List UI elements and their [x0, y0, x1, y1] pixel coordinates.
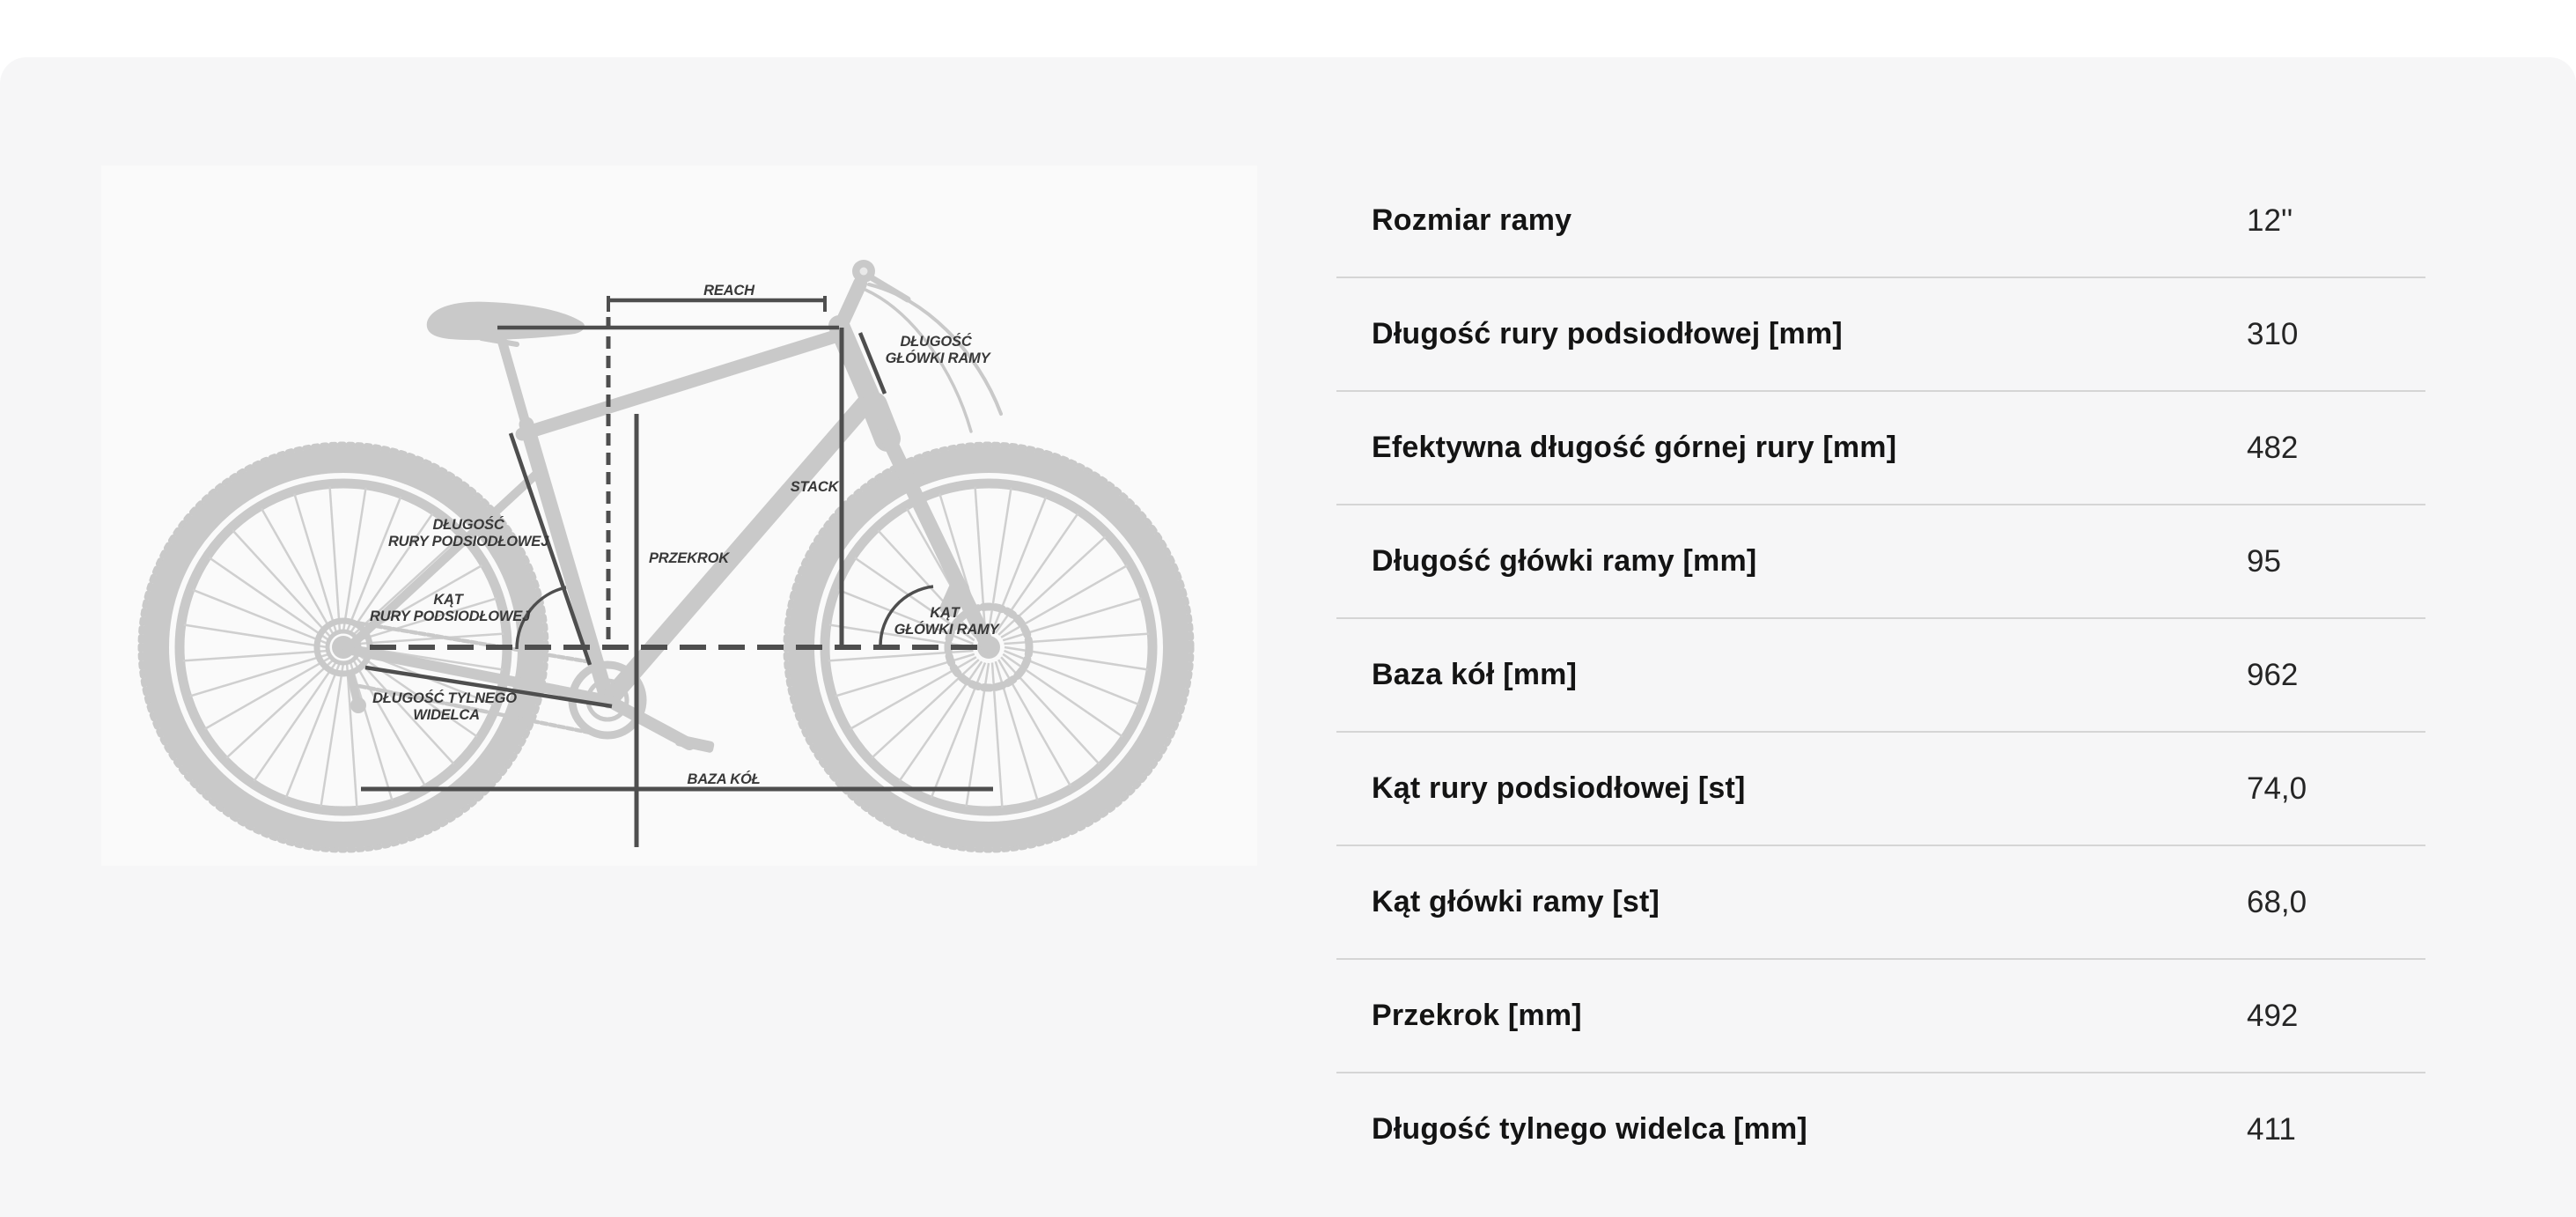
- row-label: Długość główki ramy [mm]: [1372, 544, 1757, 578]
- table-row: [1336, 1073, 2425, 1185]
- seat-tube-length-label: DŁUGOŚĆ: [432, 517, 504, 533]
- table-row: [1336, 846, 2425, 960]
- row-value: 310: [2247, 316, 2299, 351]
- row-label: Kąt rury podsiodłowej [st]: [1372, 771, 1746, 805]
- diagram-labels: [370, 283, 1001, 787]
- wheelbase-label: BAZA KÓŁ: [687, 771, 761, 787]
- row-value: 962: [2247, 657, 2299, 692]
- standover-label: PRZEKROK: [649, 550, 729, 566]
- table-row: [1336, 278, 2425, 392]
- chainstay-length-label: DŁUGOŚĆ TYLNEGO: [372, 690, 517, 706]
- stack-label: STACK: [790, 479, 839, 495]
- row-label: Kąt główki ramy [st]: [1372, 885, 1660, 918]
- row-value: 95: [2247, 543, 2281, 579]
- table-row: [1336, 733, 2425, 846]
- row-value: 74,0: [2247, 771, 2307, 806]
- head-tube-length-label-2: GŁÓWKI RAMY: [885, 350, 990, 366]
- geometry-table: [1336, 165, 2425, 1185]
- row-label: Przekrok [mm]: [1372, 999, 1582, 1032]
- table-row: [1336, 392, 2425, 505]
- row-label: Rozmiar ramy: [1372, 203, 1572, 237]
- seat-tube-length-label-2: RURY PODSIODŁOWEJ: [387, 534, 549, 549]
- chainstay-length-label-2: WIDELCA: [413, 707, 480, 723]
- row-label: Baza kół [mm]: [1372, 658, 1578, 691]
- row-value: 411: [2247, 1111, 2296, 1147]
- bike-geometry-diagram: [101, 166, 1257, 866]
- row-label: Długość tylnego widelca [mm]: [1372, 1112, 1807, 1146]
- table-row: [1336, 165, 2425, 278]
- bike-geometry-illustration: [101, 166, 1257, 866]
- table-row: [1336, 960, 2425, 1073]
- reach-label: REACH: [703, 283, 754, 299]
- row-label: Długość rury podsiodłowej [mm]: [1372, 317, 1843, 350]
- row-value: 12'': [2247, 203, 2293, 238]
- head-tube-angle-label: KĄT: [930, 605, 960, 621]
- content-panel: [0, 57, 2576, 1217]
- seat-tube-angle-label: KĄT: [433, 592, 463, 608]
- row-label: Efektywna długość górnej rury [mm]: [1372, 431, 1897, 464]
- table-row: [1336, 505, 2425, 619]
- saddle: [427, 302, 585, 426]
- head-tube-length-label: DŁUGOŚĆ: [900, 334, 972, 350]
- row-value: 482: [2247, 430, 2299, 465]
- row-value: 492: [2247, 998, 2299, 1033]
- seat-tube-angle-label-2: RURY PODSIODŁOWEJ: [369, 608, 531, 624]
- row-value: 68,0: [2247, 884, 2307, 919]
- head-tube-angle-label-2: GŁÓWKI RAMY: [894, 622, 999, 638]
- table-row: [1336, 619, 2425, 733]
